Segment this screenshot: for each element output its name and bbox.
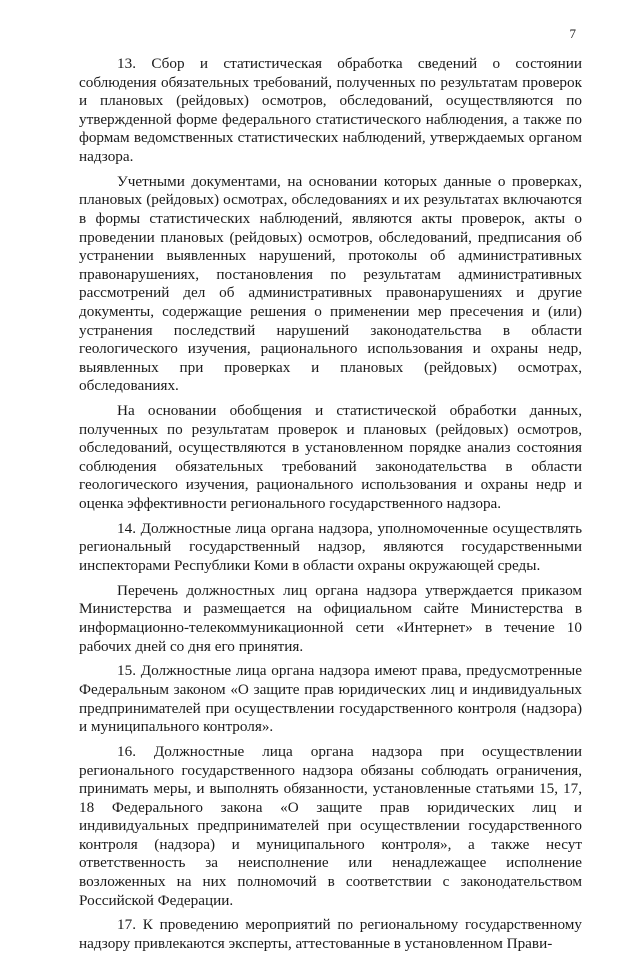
paragraph-accounting-documents: Учетными документами, на основании которых данные о проверках, плановых (рейдовых) осмотрах, обследованиях и их результатах включаются в формы статистических наблюдений, являются акты проверок, акты о проведении плановых (рейдовых) осмотров, обследований, предписания об устранении выявленных нарушений, протоколы об административных правонарушениях, постановления по результатам административных рассмотрений дел об административных правонарушениях и другие документы, содержащие решения о применении мер пресечения и (или) устранения последствий нарушений законодательства в области геологического изучения, рационального использования и охраны недр, выявленных при проверках и плановых (рейдовых) осмотрах, обследованиях. [79,172,582,395]
paragraph-13: 13. Сбор и статистическая обработка сведений о состоянии соблюдения обязательных требований, полученных по результатам проверок и плановых (рейдовых) осмотров, обследований, осуществляются по утвержденной форме федерального статистического наблюдения, а также по формам ведомственных статистических наблюдений, утверждаемых органом надзора. [79,55,582,165]
paragraph-14: 14. Должностные лица органа надзора, уполномоченные осуществлять региональный государственный надзор, являются государственными инспекторами Республики Коми в области охраны окружающей среды. [79,519,582,574]
document-body [79,55,582,960]
paragraph-officials-list: Перечень должностных лиц органа надзора утверждается приказом Министерства и размещается на официальном сайте Министерства в информационно-телекоммуникационной сети «Интернет» в течение 10 рабочих дней со дня его принятия. [79,581,582,655]
paragraph-15: 15. Должностные лица органа надзора имеют права, предусмотренные Федеральным законом «О защите прав юридических лиц и индивидуальных предпринимателей при осуществлении государственного контроля (надзора) и муниципального контроля». [79,662,582,736]
paragraph-analysis: На основании обобщения и статистической обработки данных, полученных по результатам проверок и плановых (рейдовых) осмотров, обследований, осуществляются в установленном порядке анализ состояния соблюдения обязательных требований законодательства в области геологического изучения, рационального использования и охраны недр и оценка эффективности регионального государственного надзора. [79,402,582,513]
paragraph-17: 17. К проведению мероприятий по региональному государственному надзору привлекаются эксперты, аттестованные в установленном Прави- [79,916,582,953]
paragraph-16: 16. Должностные лица органа надзора при осуществлении регионального государственного надзора обязаны соблюдать ограничения, принимать меры, и выполнять обязанности, установленные статьями 15, 17, 18 Федерального закона «О защите прав юридических лиц и индивидуальных предпринимателей при осуществлении государственного контроля (надзора) и муниципального контроля», а также несут ответственность за неисполнение или ненадлежащее исполнение возложенных на них полномочий в соответствии с законодательством Российской Федерации. [79,742,582,909]
page-number: 7 [569,26,576,41]
